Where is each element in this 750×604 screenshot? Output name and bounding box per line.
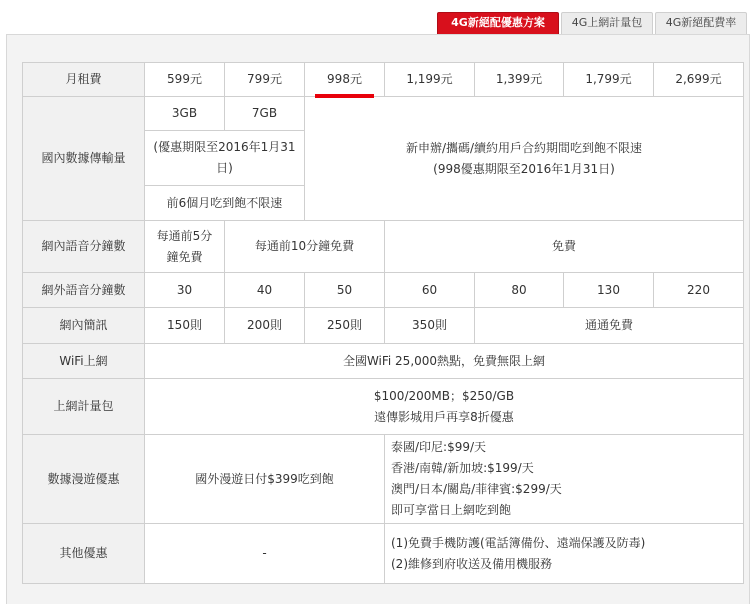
- highlight-underline: [315, 94, 374, 98]
- roaming-line: 即可享當日上網吃到飽: [391, 503, 512, 517]
- off-net-voice-998: 50: [305, 273, 385, 308]
- data-unlimited: [305, 97, 744, 221]
- row-domestic-data: [23, 97, 744, 131]
- data-unlimited-line1: 新申辦/攜碼/續約用戶合約期間吃到飽不限速: [405, 140, 643, 155]
- row-label-wifi: WiFi上網: [23, 344, 145, 379]
- plan-price-1799: 1,799元: [564, 63, 654, 97]
- row-on-net-sms: [23, 308, 744, 344]
- wifi-value: 全國WiFi 25,000熱點，免費無限上網: [145, 344, 744, 379]
- row-on-net-voice: [23, 221, 744, 273]
- plan-comparison-table: [22, 62, 744, 584]
- plan-price-998: [305, 63, 385, 97]
- row-label-domestic-data: 國內數據傳輸量: [23, 97, 145, 221]
- roaming-line: 香港/南韓/新加坡:$199/天: [391, 461, 534, 475]
- sms-1199: 350則: [385, 308, 475, 344]
- on-net-voice-599-line1: 每通前5分: [156, 228, 213, 243]
- other-benefits: [385, 524, 744, 584]
- off-net-voice-1799: 130: [564, 273, 654, 308]
- off-net-voice-2699: 220: [654, 273, 744, 308]
- roaming-line: 澳門/日本/關島/菲律賓:$299/天: [391, 482, 562, 496]
- data-unlimited-line2: (998優惠期限至2016年1月31日): [433, 161, 615, 176]
- other-line: (2)維修到府收送及備用機服務: [391, 556, 552, 571]
- on-net-voice-free: 免費: [385, 221, 744, 273]
- sms-free: 通通免費: [475, 308, 744, 344]
- row-off-net-voice: [23, 273, 744, 308]
- plan-price-1399: 1,399元: [475, 63, 564, 97]
- tab-4g-data-pack[interactable]: 4G上網計量包: [561, 12, 653, 34]
- roaming-regions: [385, 435, 744, 524]
- on-net-voice-599-line2: 鐘免費: [166, 249, 203, 264]
- row-monthly-rent: [23, 63, 744, 97]
- plan-price-1199: 1,199元: [385, 63, 475, 97]
- off-net-voice-599: 30: [145, 273, 225, 308]
- row-other: [23, 524, 744, 584]
- data-promo-note: (優惠期限至2016年1月31日): [145, 131, 305, 186]
- sms-799: 200則: [225, 308, 305, 344]
- row-label-monthly-rent: 月租費: [23, 63, 145, 97]
- row-label-roaming: 數據漫遊優惠: [23, 435, 145, 524]
- data-pack-value: [145, 379, 744, 435]
- plan-tabs: [0, 12, 750, 34]
- row-label-other: 其他優惠: [23, 524, 145, 584]
- row-roaming: [23, 435, 744, 524]
- row-label-off-net-voice: 網外語音分鐘數: [23, 273, 145, 308]
- data-599: 3GB: [145, 97, 225, 131]
- row-wifi: [23, 344, 744, 379]
- highlighted-plan: [327, 69, 362, 90]
- roaming-daily: 國外漫遊日付$399吃到飽: [145, 435, 385, 524]
- row-label-on-net-sms: 網內簡訊: [23, 308, 145, 344]
- off-net-voice-1199: 60: [385, 273, 475, 308]
- off-net-voice-799: 40: [225, 273, 305, 308]
- sms-599: 150則: [145, 308, 225, 344]
- plan-price-998-label: 998元: [327, 72, 362, 86]
- plan-price-799: 799元: [225, 63, 305, 97]
- plan-price-599: 599元: [145, 63, 225, 97]
- row-label-data-pack: 上網計量包: [23, 379, 145, 435]
- other-dash: -: [145, 524, 385, 584]
- roaming-line: 泰國/印尼:$99/天: [391, 440, 487, 454]
- other-line: (1)免費手機防護(電話簿備份、遠端保護及防毒): [391, 535, 646, 550]
- off-net-voice-1399: 80: [475, 273, 564, 308]
- sms-998: 250則: [305, 308, 385, 344]
- tab-panel: [6, 34, 750, 604]
- data-799: 7GB: [225, 97, 305, 131]
- row-data-pack: [23, 379, 744, 435]
- data-promo-first6: 前6個月吃到飽不限速: [145, 186, 305, 221]
- row-label-on-net-voice: 網內語音分鐘數: [23, 221, 145, 273]
- data-pack-line1: $100/200MB；$250/GB: [373, 388, 515, 403]
- data-pack-line2: 遠傳影城用戶再享8折優惠: [374, 409, 514, 424]
- tab-4g-promo-plans[interactable]: 4G新絕配優惠方案: [437, 12, 559, 34]
- plan-price-2699: 2,699元: [654, 63, 744, 97]
- on-net-voice-599: [145, 221, 225, 273]
- tab-4g-rates[interactable]: 4G新絕配費率: [655, 12, 747, 34]
- on-net-voice-799-998: 每通前10分鐘免費: [225, 221, 385, 273]
